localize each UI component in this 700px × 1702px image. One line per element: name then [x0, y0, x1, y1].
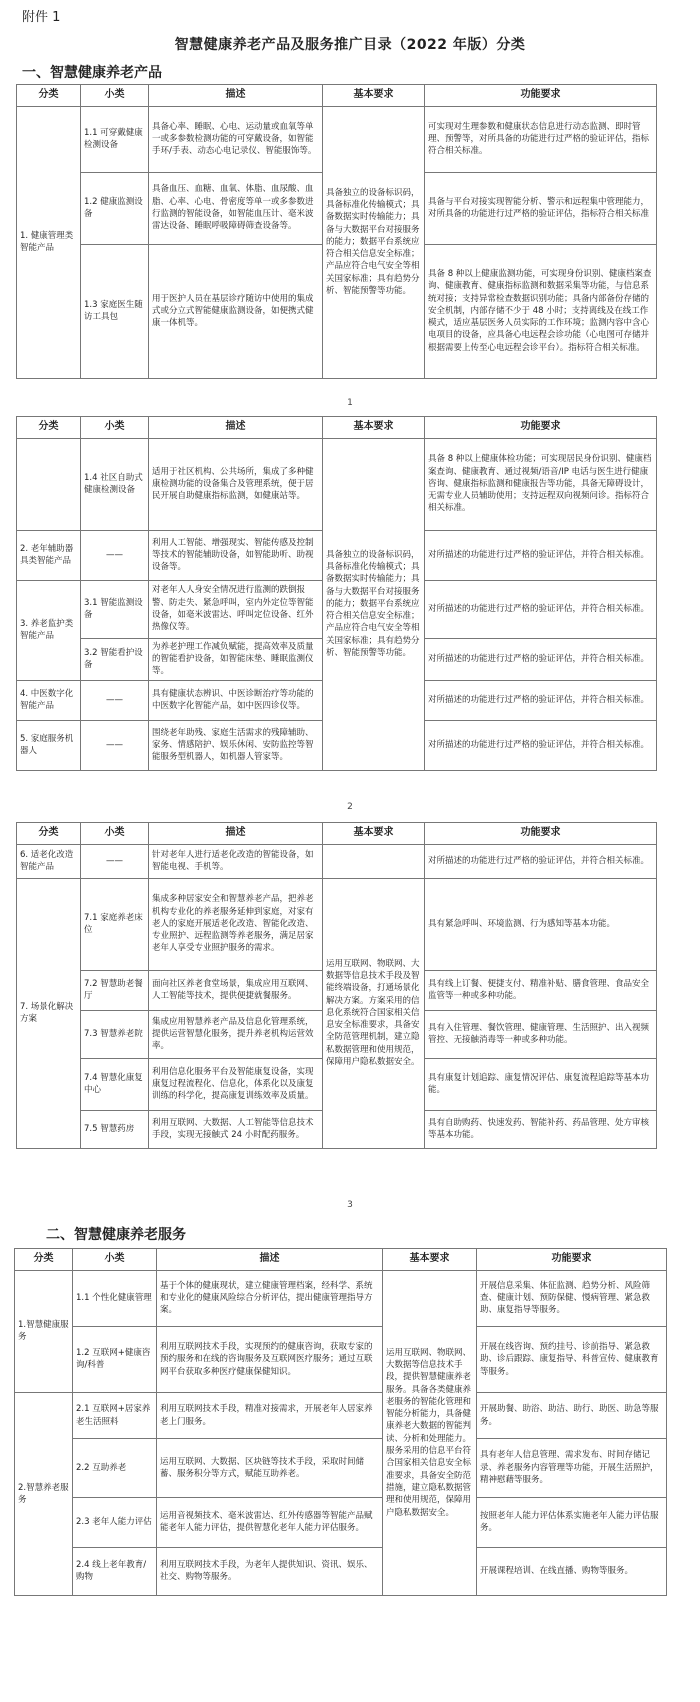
function-requirements-cell: 可实现对生理参数和健康状态信息进行动态监测、即时管理、预警等，对所具备的功能进行过严格的验证评估，指标符合相关标准。: [425, 106, 657, 172]
category-cell: 3. 养老监护类智能产品: [17, 580, 81, 680]
header-description: 描述: [149, 417, 323, 439]
header-category: 分类: [17, 823, 81, 845]
subcategory-cell: ——: [81, 530, 149, 580]
description-cell: 利用互联网技术手段，为老年人提供知识、资讯、娱乐、社交、购物等服务。: [157, 1547, 383, 1595]
subcategory-cell: ——: [81, 720, 149, 770]
header-subcategory: 小类: [81, 85, 149, 107]
subcategory-cell: 7.2 智慧助老餐厅: [81, 970, 149, 1010]
products-table-page-3: [16, 822, 657, 1149]
subcategory-cell: 1.1 可穿戴健康检测设备: [81, 106, 149, 172]
products-table-page-1: [16, 84, 657, 379]
subcategory-cell: 2.2 互助养老: [73, 1439, 157, 1497]
description-cell: 为养老护理工作减负赋能，提高效率及质量的智能看护设备，如智能床垫、睡眠监测仪等。: [149, 638, 323, 680]
function-requirements-cell: 开展在线咨询、预约挂号、诊前指导、紧急救助、诊后跟踪、康复指导、科普宣传、健康教育等服务。: [477, 1326, 667, 1392]
description-cell: 运用音视频技术、毫米波雷达、红外传感器等智能产品赋能老年人能力评估，提供智慧化老年人能力评估服务。: [157, 1497, 383, 1547]
function-requirements-cell: 对所描述的功能进行过严格的验证评估，并符合相关标准。: [425, 720, 657, 770]
description-cell: 围绕老年助残、家庭生活需求的残障辅助、家务、情感陪护、娱乐休闲、安防监控等智能服务型机器人，如机器人管家等。: [149, 720, 323, 770]
header-basic-requirements: 基本要求: [323, 85, 425, 107]
description-cell: 对老年人人身安全情况进行监测的跌倒报警、防走失、紧急呼叫，室内外定位等智能设备，如毫米波雷达、呼叫定位设备、红外热像仪等。: [149, 580, 323, 638]
services-table: [14, 1248, 667, 1596]
description-cell: 面向社区养老食堂场景，集成应用互联网、人工智能等技术，提供便捷就餐服务。: [149, 970, 323, 1010]
subcategory-cell: 2.3 老年人能力评估: [73, 1497, 157, 1547]
header-function-requirements: 功能要求: [477, 1249, 667, 1271]
category-cell: 2. 老年辅助器具类智能产品: [17, 530, 81, 580]
page-number: 2: [347, 802, 353, 812]
header-subcategory: 小类: [73, 1249, 157, 1271]
description-cell: 利用互联网、大数据、人工智能等信息技术手段，实现无接触式 24 小时配药服务。: [149, 1110, 323, 1148]
function-requirements-cell: 具有康复计划追踪、康复情况评估、康复流程追踪等基本功能。: [425, 1058, 657, 1110]
description-cell: 具有健康状态辨识、中医诊断治疗等功能的中医数字化智能产品，如中医四诊仪等。: [149, 680, 323, 720]
header-description: 描述: [157, 1249, 383, 1271]
description-cell: 利用互联网技术手段，精准对接需求，开展老年人居家养老上门服务。: [157, 1393, 383, 1439]
subcategory-cell: ——: [81, 844, 149, 878]
section-1-title: 一、智慧健康养老产品: [22, 65, 162, 81]
subcategory-cell: 3.2 智能看护设备: [81, 638, 149, 680]
description-cell: 利用互联网技术手段，实现预约的健康咨询，获取专家的预约服务和在线的咨询服务及互联网医疗服务；通过互联网平台获取多种医疗健康保健知识。: [157, 1326, 383, 1392]
function-requirements-cell: 对所描述的功能进行过严格的验证评估，并符合相关标准。: [425, 530, 657, 580]
function-requirements-cell: 具有自助购药、快速发药、智能补药、药品管理、处方审核等基本功能。: [425, 1110, 657, 1148]
subcategory-cell: 7.5 智慧药房: [81, 1110, 149, 1148]
subcategory-cell: 1.2 健康监测设备: [81, 172, 149, 244]
category-cell: 2.智慧养老服务: [15, 1393, 73, 1596]
basic-requirements-cell: 具备独立的设备标识码，具备标准化传输模式；具备数据实时传输能力；具备与大数据平台对接服务的能力；数据平台系统应符合相关信息安全标准；产品应符合电气安全等相关国家标准；具有趋势分析、智能预警等功能。: [323, 106, 425, 378]
header-basic-requirements: 基本要求: [323, 417, 425, 439]
header-function-requirements: 功能要求: [425, 823, 657, 845]
subcategory-cell: 2.4 线上老年教育/购物: [73, 1547, 157, 1595]
subcategory-cell: 2.1 互联网+居家养老生活照料: [73, 1393, 157, 1439]
category-cell: 1. 健康管理类智能产品: [17, 106, 81, 378]
category-cell: 1.智慧健康服务: [15, 1270, 73, 1393]
function-requirements-cell: 开展信息采集、体征监测、趋势分析、风险筛查、健康计划、预防保健、慢病管理、紧急救助、康复指导等服务。: [477, 1270, 667, 1326]
basic-requirements-cell: [323, 844, 425, 878]
basic-requirements-cell: 运用互联网、物联网、大数据等信息技术手段，提供智慧健康养老服务。具备各类健康养老服务的智能化管理和智能分析能力，具备健康养老大数据的智能判读、分析和处理能力。服务采用的信息平台符合国家相关信息安全标准要求，具备安全防范措施，建立隐私数据管理和使用规范，保障用户隐私数据安全。: [383, 1270, 477, 1595]
subcategory-cell: ——: [81, 680, 149, 720]
header-description: 描述: [149, 823, 323, 845]
subcategory-cell: 7.3 智慧养老院: [81, 1010, 149, 1058]
header-category: 分类: [15, 1249, 73, 1271]
function-requirements-cell: 具有入住管理、餐饮管理、健康管理、生活照护、出入视频管控、无接触消毒等一种或多种功能。: [425, 1010, 657, 1058]
subcategory-cell: 7.4 智慧化康复中心: [81, 1058, 149, 1110]
products-table-page-2: [16, 416, 657, 771]
function-requirements-cell: 开展课程培训、在线直播、购物等服务。: [477, 1547, 667, 1595]
header-function-requirements: 功能要求: [425, 85, 657, 107]
header-basic-requirements: 基本要求: [383, 1249, 477, 1271]
function-requirements-cell: 具备 8 种以上健康监测功能，可实现身份识别、健康档案查询、健康教育、健康指标监测和数据采集等功能，与信息系统对接；支持异常检查数据识别功能；具备内部备份存储的安全机制，内部存储不少于 48 小时；支持离线及在线工作模式，适应基层医务人员实际的工作环境；监测内容中含心电项目的设备，应具备心电远程会诊功能（心电图可存储并根据需要上传至心电远程会诊平台）。指标符合相关标准。: [425, 244, 657, 378]
page-number: 1: [347, 398, 353, 408]
function-requirements-cell: 具有线上订餐、便捷支付、精准补贴、膳食管理、食品安全监管等一种或多种功能。: [425, 970, 657, 1010]
basic-requirements-cell: 具备独立的设备标识码，具备标准化传输模式；具备数据实时传输能力；具备与大数据平台对接服务的能力；数据平台系统应符合相关信息安全标准；产品应符合电气安全等相关国家标准；具有趋势分析、智能预警等功能。: [323, 438, 425, 770]
description-cell: 基于个体的健康现状，建立健康管理档案，经科学、系统和专业化的健康风险综合分析评估，提出健康管理指导方案。: [157, 1270, 383, 1326]
category-cell: 4. 中医数字化智能产品: [17, 680, 81, 720]
function-requirements-cell: 具备与平台对接实现智能分析、警示和远程集中管理能力，对所具备的功能进行过严格的验证评估，指标符合相关标准: [425, 172, 657, 244]
section-2-title: 二、智慧健康养老服务: [46, 1227, 186, 1243]
description-cell: 利用人工智能、增强现实、智能传感及控制等技术的智能辅助设备，如智能助听、助视设备等。: [149, 530, 323, 580]
function-requirements-cell: 具有紧急呼叫、环境监测、行为感知等基本功能。: [425, 878, 657, 970]
description-cell: 运用互联网、大数据、区块链等技术手段，采取时间储蓄、服务积分等方式，赋能互助养老。: [157, 1439, 383, 1497]
function-requirements-cell: 对所描述的功能进行过严格的验证评估，并符合相关标准。: [425, 638, 657, 680]
header-category: 分类: [17, 417, 81, 439]
category-cell: 5. 家庭服务机器人: [17, 720, 81, 770]
subcategory-cell: 1.4 社区自助式健康检测设备: [81, 438, 149, 530]
category-cell: [17, 438, 81, 530]
subcategory-cell: 1.1 个性化健康管理: [73, 1270, 157, 1326]
annex-label: 附件 1: [22, 10, 61, 25]
function-requirements-cell: 对所描述的功能进行过严格的验证评估，并符合相关标准。: [425, 844, 657, 878]
description-cell: 用于医护人员在基层诊疗随访中使用的集成式或分立式智能健康监测设备，如便携式健康一体机等。: [149, 244, 323, 378]
function-requirements-cell: 按照老年人能力评估体系实施老年人能力评估服务。: [477, 1497, 667, 1547]
subcategory-cell: 7.1 家庭养老床位: [81, 878, 149, 970]
function-requirements-cell: 具有老年人信息管理、需求发布、时间存储记录、养老服务内容管理等功能，开展生活照护，精神慰藉等服务。: [477, 1439, 667, 1497]
description-cell: 具备血压、血糖、血氧、体脂、血尿酸、血脂、心率、心电、骨密度等单一或多参数进行监测的智能设备，如智能血压计、毫米波雷达设备、睡眠呼吸障碍筛查设备等。: [149, 172, 323, 244]
page-number: 3: [347, 1200, 353, 1210]
header-function-requirements: 功能要求: [425, 417, 657, 439]
function-requirements-cell: 具备 8 种以上健康体检功能；可实现居民身份识别、健康档案查询、健康教育、通过视频/语音/IP 电话与医生进行健康咨询、健康指标监测和健康报告等功能，具备无障碍设计，无需专业人员辅助使用；支持远程双向视频问诊。指标符合相关标准。: [425, 438, 657, 530]
description-cell: 具备心率、睡眠、心电、运动量或血氧等单一或多参数检测功能的可穿戴设备，如智能手环/手表、动态心电记录仪、智能服饰等。: [149, 106, 323, 172]
function-requirements-cell: 对所描述的功能进行过严格的验证评估，并符合相关标准。: [425, 680, 657, 720]
header-subcategory: 小类: [81, 823, 149, 845]
description-cell: 利用信息化服务平台及智能康复设备，实现康复过程流程化、信息化，体系化以及康复训练的科学化，提高康复训练效率及质量。: [149, 1058, 323, 1110]
header-description: 描述: [149, 85, 323, 107]
header-basic-requirements: 基本要求: [323, 823, 425, 845]
document-title: 智慧健康养老产品及服务推广目录（2022 年版）分类: [174, 37, 526, 53]
category-cell: 7. 场景化解决方案: [17, 878, 81, 1148]
header-subcategory: 小类: [81, 417, 149, 439]
description-cell: 针对老年人进行适老化改造的智能设备，如智能电视、手机等。: [149, 844, 323, 878]
category-cell: 6. 适老化改造智能产品: [17, 844, 81, 878]
function-requirements-cell: 开展助餐、助浴、助洁、助行、助医、助急等服务。: [477, 1393, 667, 1439]
subcategory-cell: 1.3 家庭医生随访工具包: [81, 244, 149, 378]
description-cell: 集成应用智慧养老产品及信息化管理系统，提供运营智慧化服务，提升养老机构运营效率。: [149, 1010, 323, 1058]
subcategory-cell: 3.1 智能监测设备: [81, 580, 149, 638]
description-cell: 适用于社区机构、公共场所，集成了多种健康检测功能的设备集合及管理系统，便于居民开展自助健康指标监测，如健康站等。: [149, 438, 323, 530]
description-cell: 集成多种居家安全和智慧养老产品，把养老机构专业化的养老服务延伸到家庭，对家有老人的家庭开展适老化改造、智能化改造、专业照护、远程监测等养老服务，满足居家老年人享受专业照护服务的需求。: [149, 878, 323, 970]
subcategory-cell: 1.2 互联网+健康咨询/科普: [73, 1326, 157, 1392]
function-requirements-cell: 对所描述的功能进行过严格的验证评估，并符合相关标准。: [425, 580, 657, 638]
basic-requirements-cell: 运用互联网、物联网、大数据等信息技术手段及智能终端设备，打通场景化解决方案。方案采用的信息化系统符合国家相关信息安全标准要求，具备安全防范管理机制，建立隐私数据管理和使用规范，保障用户隐私数据安全。: [323, 878, 425, 1148]
header-category: 分类: [17, 85, 81, 107]
